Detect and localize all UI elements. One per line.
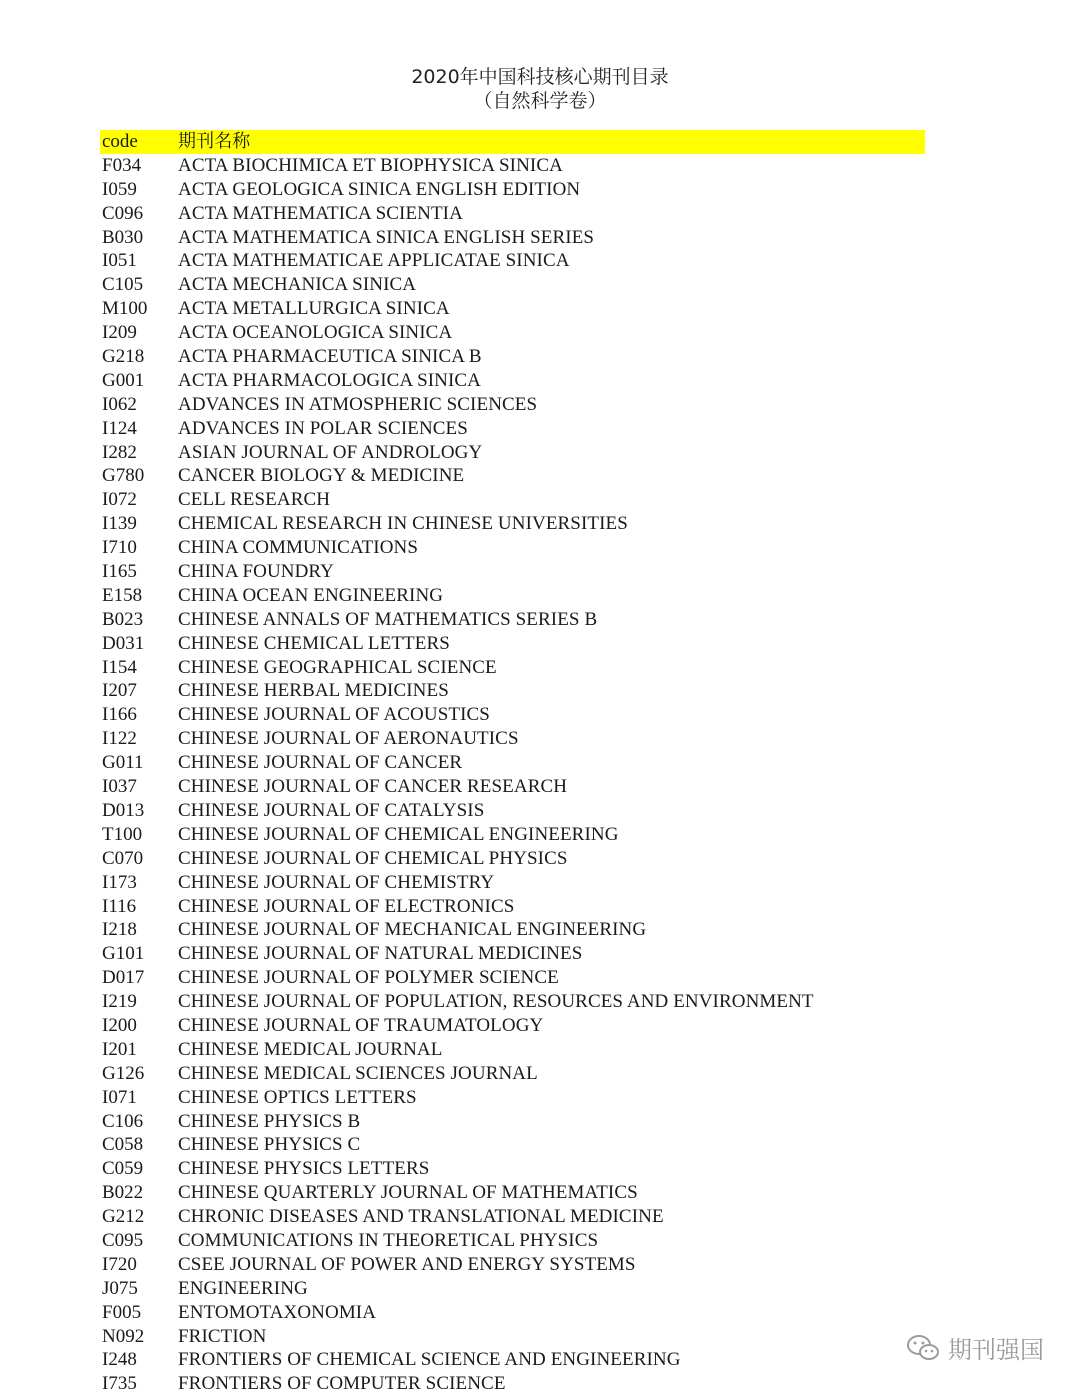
journal-code: B030 [102,226,144,248]
journal-code: D031 [102,632,145,654]
table-row [100,703,925,727]
journal-code: I735 [102,1373,137,1395]
table-row [100,727,925,751]
journal-name: CHINA COMMUNICATIONS [178,537,419,559]
table-row [100,464,925,488]
table-row [100,202,925,226]
journal-name: CHEMICAL RESEARCH IN CHINESE UNIVERSITIES [178,513,628,535]
journal-name: ACTA MATHEMATICA SCIENTIA [178,202,463,224]
table-row [100,823,925,847]
table-row [100,273,925,297]
journal-name: CHINESE CHEMICAL LETTERS [178,632,450,654]
journal-code: T100 [102,823,143,845]
journal-name: ASIAN JOURNAL OF ANDROLOGY [178,441,483,463]
table-row [100,1014,925,1038]
journal-code: I071 [102,1086,137,1108]
document-subtitle: （自然科学卷） [473,90,607,112]
journal-code: G101 [102,943,145,965]
journal-code: I207 [102,680,137,702]
journal-code: I282 [102,441,137,463]
journal-code: I720 [102,1253,137,1275]
table-row [100,488,925,512]
journal-code: I201 [102,1038,137,1060]
journal-name: ACTA METALLURGICA SINICA [178,298,450,320]
journal-name: ACTA PHARMACEUTICA SINICA B [178,346,482,368]
table-row [100,369,925,393]
journal-name: ACTA OCEANOLOGICA SINICA [178,322,453,344]
journal-code: D013 [102,799,145,821]
journal-name: FRONTIERS OF CHEMICAL SCIENCE AND ENGINEERING [178,1349,681,1371]
table-row [100,1181,925,1205]
table-row [100,1348,925,1372]
journal-name: CHINESE GEOGRAPHICAL SCIENCE [178,656,497,678]
journal-code: I124 [102,417,137,439]
table-row [100,417,925,441]
journal-name: CSEE JOURNAL OF POWER AND ENERGY SYSTEMS [178,1253,636,1275]
table-row [100,1038,925,1062]
journal-code: C106 [102,1110,144,1132]
journal-name: CHINA FOUNDRY [178,561,334,583]
journal-name: ACTA BIOCHIMICA ET BIOPHYSICA SINICA [178,154,563,176]
table-header-row [100,130,925,154]
journal-name: CHINESE JOURNAL OF NATURAL MEDICINES [178,943,583,965]
journal-code: D017 [102,967,145,989]
journal-name: CHINESE JOURNAL OF CHEMISTRY [178,871,495,893]
journal-name: CHINESE QUARTERLY JOURNAL OF MATHEMATICS [178,1182,638,1204]
journal-code: I122 [102,728,137,750]
journal-code: G780 [102,465,145,487]
table-row [100,1325,925,1349]
journal-name: ADVANCES IN ATMOSPHERIC SCIENCES [178,393,538,415]
table-row [100,895,925,919]
journal-name: CHINESE JOURNAL OF CHEMICAL PHYSICS [178,847,568,869]
table-row [100,918,925,942]
journal-name: CHINESE JOURNAL OF TRAUMATOLOGY [178,1014,544,1036]
header-code: code [102,131,138,152]
journal-code: F034 [102,154,142,176]
journal-name: CHRONIC DISEASES AND TRANSLATIONAL MEDICINE [178,1206,664,1228]
table-row [100,226,925,250]
journal-code: N092 [102,1325,145,1347]
table-row [100,1372,925,1396]
journal-code: C105 [102,274,144,296]
journal-code: I209 [102,322,137,344]
journal-code: I051 [102,250,137,272]
wechat-icon [906,1334,940,1362]
journal-name: COMMUNICATIONS IN THEORETICAL PHYSICS [178,1229,599,1251]
journal-name: CHINESE MEDICAL JOURNAL [178,1038,443,1060]
journal-code: I219 [102,991,137,1013]
journal-name: CHINESE JOURNAL OF ELECTRONICS [178,895,515,917]
journal-name: CHINESE ANNALS OF MATHEMATICS SERIES B [178,608,598,630]
journal-code: E158 [102,584,143,606]
journal-name: CHINESE PHYSICS C [178,1134,361,1156]
table-row [100,154,925,178]
journal-name: CANCER BIOLOGY & MEDICINE [178,465,465,487]
document-title: 2020年中国科技核心期刊目录 [411,66,669,88]
journal-code: I248 [102,1349,137,1371]
watermark [906,1330,1044,1365]
journal-name: CHINESE PHYSICS B [178,1110,361,1132]
table-row [100,608,925,632]
table-row [100,1110,925,1134]
journal-code: I059 [102,178,137,200]
table-row [100,1133,925,1157]
table-row [100,1157,925,1181]
journal-code: I165 [102,561,137,583]
table-row [100,1205,925,1229]
journal-code: I218 [102,919,137,941]
journal-name: ENTOMOTAXONOMIA [178,1301,377,1323]
table-row [100,942,925,966]
journal-code: C059 [102,1158,144,1180]
table-row [100,249,925,273]
journal-name: CHINESE PHYSICS LETTERS [178,1158,430,1180]
journal-code: B023 [102,608,144,630]
journal-code: J075 [102,1277,138,1299]
journal-name: CHINESE HERBAL MEDICINES [178,680,449,702]
table-row [100,1086,925,1110]
header-journal-name: 期刊名称 [178,131,251,152]
table-row [100,847,925,871]
table-row [100,297,925,321]
journal-code: F005 [102,1301,142,1323]
journal-code: I154 [102,656,137,678]
journal-code: I116 [102,895,137,917]
journal-name: CHINESE JOURNAL OF POLYMER SCIENCE [178,967,559,989]
journal-code: I072 [102,489,137,511]
journal-name: ACTA GEOLOGICA SINICA ENGLISH EDITION [178,178,581,200]
journal-code: I037 [102,776,137,798]
journal-name: CHINESE JOURNAL OF CANCER [178,752,463,774]
journal-code: G212 [102,1206,145,1228]
journal-name: FRICTION [178,1325,267,1347]
journal-name: ACTA MECHANICA SINICA [178,274,417,296]
table-row [100,1253,925,1277]
journal-code: C095 [102,1229,144,1251]
journal-code: G218 [102,346,145,368]
table-row [100,512,925,536]
table-row [100,632,925,656]
table-row [100,441,925,465]
table-row [100,775,925,799]
table-row [100,345,925,369]
table-row [100,990,925,1014]
table-row [100,751,925,775]
journal-name: CHINESE JOURNAL OF AERONAUTICS [178,728,519,750]
watermark-text: 期刊强国 [948,1336,1044,1364]
journal-name: CHINESE JOURNAL OF MECHANICAL ENGINEERING [178,919,647,941]
journal-name: CHINESE JOURNAL OF POPULATION, RESOURCES AND ENVIRONMENT [178,991,814,1013]
journal-name: CELL RESEARCH [178,489,331,511]
journal-code: G126 [102,1062,145,1084]
journal-code: I710 [102,537,137,559]
journal-name: CHINESE OPTICS LETTERS [178,1086,417,1108]
journal-name: FRONTIERS OF COMPUTER SCIENCE [178,1373,506,1395]
journal-name: ACTA MATHEMATICA SINICA ENGLISH SERIES [178,226,595,248]
journal-name: CHINA OCEAN ENGINEERING [178,584,444,606]
journal-code: I173 [102,871,137,893]
table-row [100,1277,925,1301]
journal-name: CHINESE JOURNAL OF CHEMICAL ENGINEERING [178,823,619,845]
table-row [100,966,925,990]
table-body [100,154,925,1396]
journal-name: CHINESE JOURNAL OF CATALYSIS [178,799,485,821]
table-row [100,560,925,584]
journal-code: C070 [102,847,144,869]
journal-name: CHINESE MEDICAL SCIENCES JOURNAL [178,1062,538,1084]
table-row [100,656,925,680]
table-row [100,1062,925,1086]
journal-name: ACTA MATHEMATICAE APPLICATAE SINICA [178,250,570,272]
journal-code: G001 [102,369,145,391]
journal-name: ADVANCES IN POLAR SCIENCES [178,417,468,439]
journal-name: ENGINEERING [178,1277,308,1299]
table-row [100,178,925,202]
table-row [100,799,925,823]
journal-code: G011 [102,752,144,774]
table-row [100,679,925,703]
table-row [100,393,925,417]
journal-name: CHINESE JOURNAL OF ACOUSTICS [178,704,490,726]
table-row [100,871,925,895]
table-row [100,1301,925,1325]
table-row [100,321,925,345]
table-row [100,536,925,560]
journal-code: I200 [102,1014,137,1036]
table-row [100,1229,925,1253]
table-row [100,584,925,608]
journal-code: C058 [102,1134,144,1156]
journal-code: I166 [102,704,137,726]
journal-code: B022 [102,1182,144,1204]
journal-code: I062 [102,393,137,415]
journal-code: I139 [102,513,137,535]
journal-code: M100 [102,298,148,320]
journal-name: ACTA PHARMACOLOGICA SINICA [178,369,482,391]
journal-name: CHINESE JOURNAL OF CANCER RESEARCH [178,776,568,798]
journal-table [100,130,925,1396]
journal-code: C096 [102,202,144,224]
